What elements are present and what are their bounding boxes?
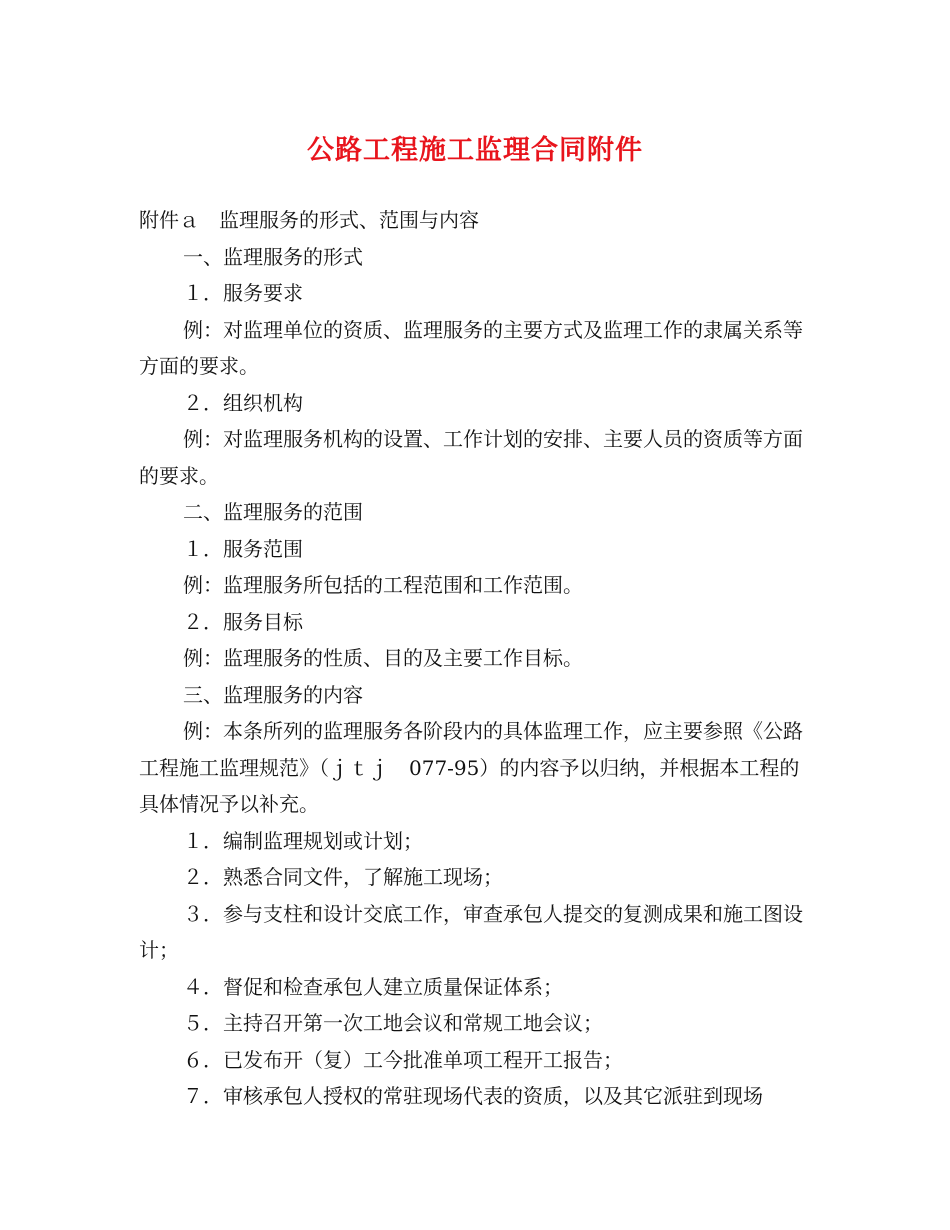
paragraph: ２．服务目标 — [183, 609, 303, 634]
paragraph: ４．督促和检查承包人建立质量保证体系； — [183, 974, 563, 999]
paragraph: 三、监理服务的内容 — [183, 682, 363, 707]
paragraph: ７．审核承包人授权的常驻现场代表的资质，以及其它派驻到现场 — [183, 1084, 763, 1108]
paragraph: １．服务范围 — [183, 536, 303, 561]
document-body — [139, 202, 814, 1115]
paragraph: １．服务要求 — [183, 281, 303, 305]
paragraph: 附件ａ 监理服务的形式、范围与内容 — [139, 208, 479, 232]
paragraph: 二、监理服务的范围 — [183, 500, 363, 524]
document-title: 公路工程施工监理合同附件 — [307, 135, 643, 166]
paragraph: 例：本条所列的监理服务各阶段内的具体监理工作，应主要参照《公路工程施工监理规范》（ｊｔｊ 077-95）的内容予以归纳，并根据本工程的具体情况予以补充。 — [139, 719, 803, 816]
paragraph: 例：对监理服务机构的设置、工作计划的安排、主要人员的资质等方面的要求。 — [139, 427, 803, 488]
paragraph: １．编制监理规划或计划； — [183, 828, 423, 853]
paragraph: 一、监理服务的形式 — [183, 244, 363, 269]
paragraph: 例：对监理单位的资质、监理服务的主要方式及监理工作的隶属关系等方面的要求。 — [139, 317, 803, 378]
paragraph: ３．参与支柱和设计交底工作，审查承包人提交的复测成果和施工图设计； — [139, 901, 803, 962]
paragraph: 例：监理服务所包括的工程范围和工作范围。 — [183, 573, 583, 597]
paragraph: ６．已发布开（复）工今批准单项工程开工报告； — [183, 1047, 623, 1072]
paragraph: 例：监理服务的性质、目的及主要工作目标。 — [183, 646, 583, 670]
paragraph: ５．主持召开第一次工地会议和常规工地会议； — [183, 1011, 603, 1035]
paragraph: ２．熟悉合同文件，了解施工现场； — [183, 865, 503, 889]
paragraph: ２．组织机构 — [183, 390, 303, 415]
